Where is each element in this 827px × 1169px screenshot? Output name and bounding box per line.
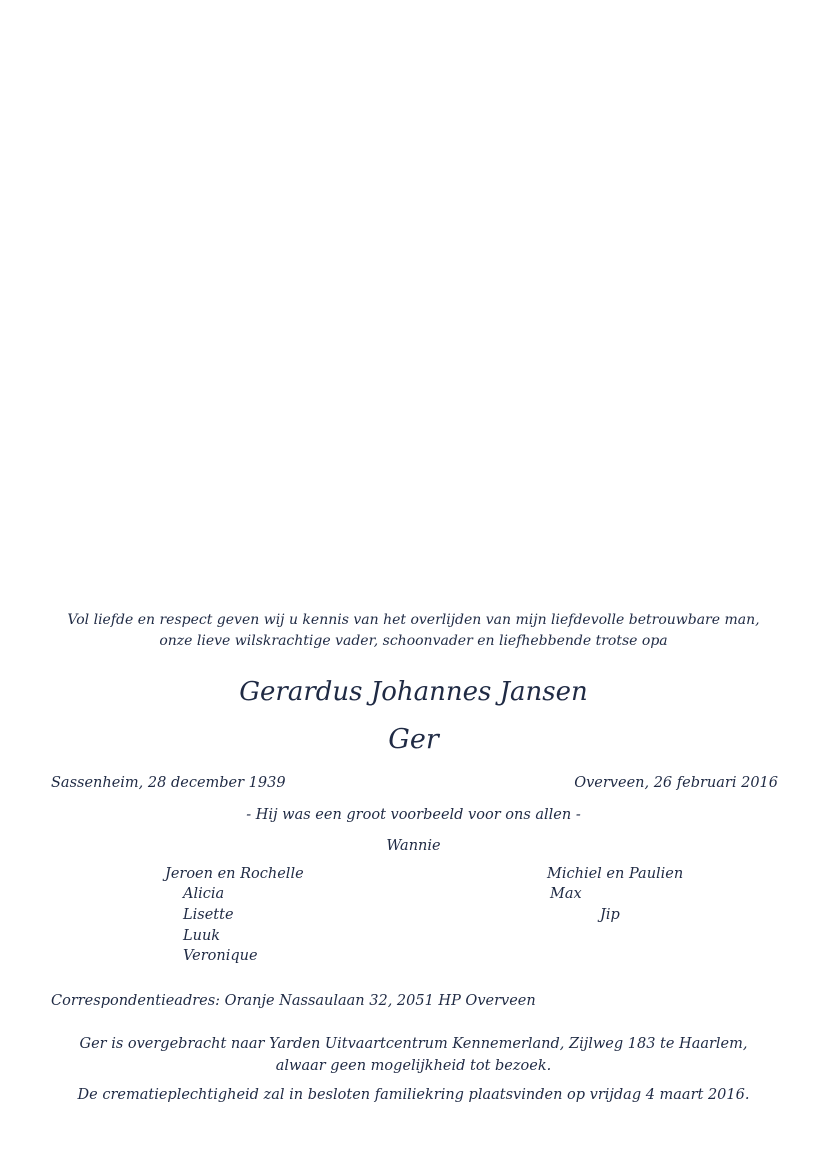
right-couple: Michiel en Paulien — [547, 866, 684, 882]
cremation-info: De crematieplechtigheid zal in besloten familiekring plaatsvinden op vrijdag 4 maart 2016. — [77, 1087, 750, 1103]
left-child: Lisette — [183, 907, 234, 923]
motto: - Hij was een groot voorbeeld voor ons allen - — [246, 807, 581, 823]
intro-line-1: Vol liefde en respect geven wij u kennis van het overlijden van mijn liefdevolle betrouwbare man, — [67, 612, 760, 628]
birth-date: Sassenheim, 28 december 1939 — [51, 775, 286, 791]
left-child: Luuk — [183, 928, 221, 944]
deceased-nickname: Ger — [388, 724, 439, 755]
left-child: Veronique — [183, 948, 258, 964]
left-child: Alicia — [183, 886, 225, 902]
transfer-line-2: alwaar geen mogelijkheid tot bezoek. — [275, 1057, 552, 1074]
intro-text — [0, 610, 827, 652]
deceased-full-name: Gerardus Johannes Jansen — [239, 677, 588, 707]
transfer-line-1: Ger is overgebracht naar Yarden Uitvaartcentrum Kennemerland, Zijlweg 183 te Haarlem, — [79, 1036, 748, 1052]
death-date: Overveen, 26 februari 2016 — [574, 775, 778, 791]
correspondence-address: Correspondentieadres: Oranje Nassaulaan 32, 2051 HP Overveen — [51, 993, 536, 1009]
transfer-info — [0, 1034, 827, 1077]
right-child: Max — [550, 886, 582, 902]
spouse-name: Wannie — [386, 838, 441, 854]
intro-line-2: onze lieve wilskrachtige vader, schoonvader en liefhebbende trotse opa — [159, 633, 668, 649]
right-child: Jip — [600, 907, 620, 923]
left-couple: Jeroen en Rochelle — [165, 866, 304, 882]
